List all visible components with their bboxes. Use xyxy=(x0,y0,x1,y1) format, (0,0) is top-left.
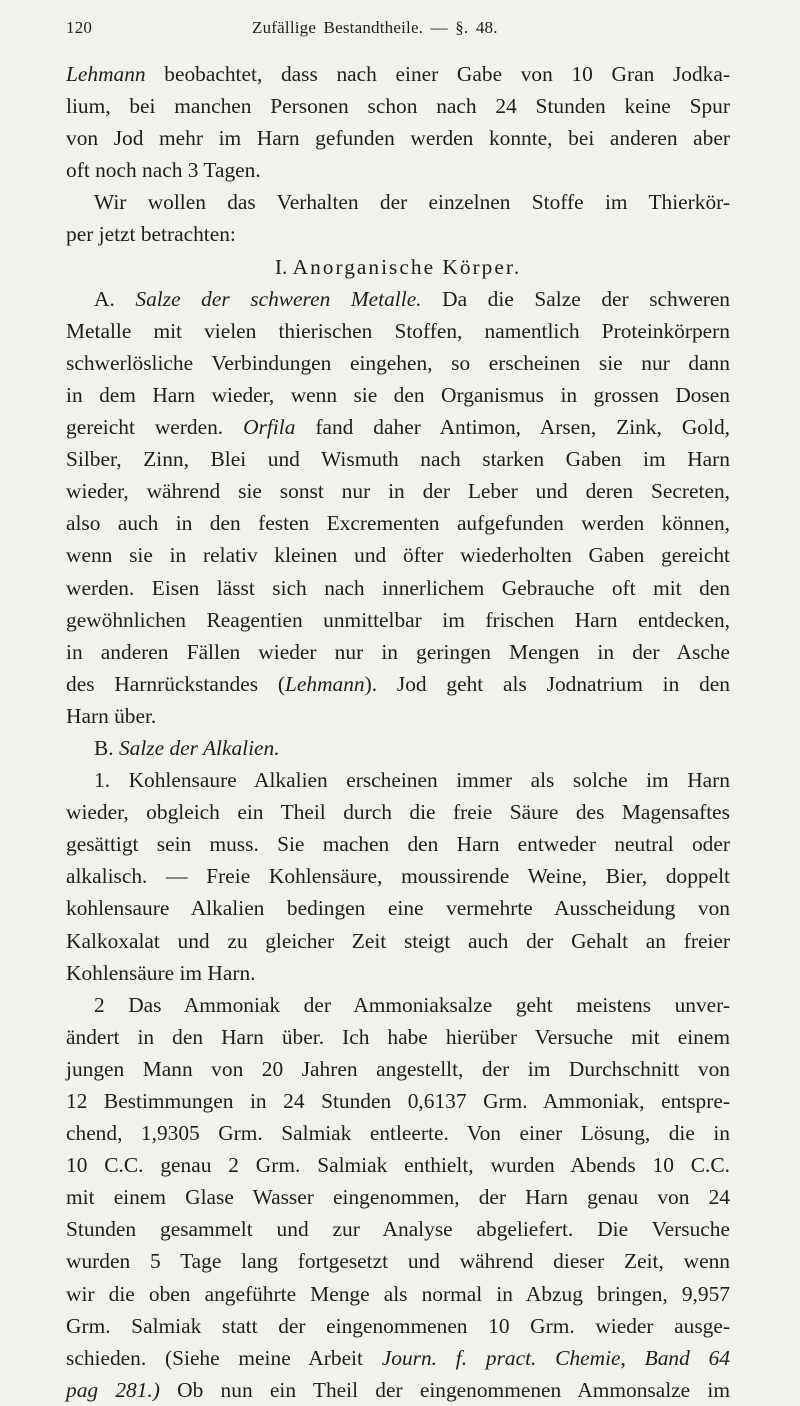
text-line xyxy=(66,1181,730,1213)
text-segment: Anorganische Körper. xyxy=(292,254,522,279)
text-segment: B. xyxy=(94,735,119,760)
text-line xyxy=(66,1342,730,1374)
text-segment: 2 Das Ammoniak der Ammoniaksalze geht meistens unver- xyxy=(94,992,730,1017)
italic-text: Orfila xyxy=(243,415,296,440)
text-segment: schieden. (Siehe meine Arbeit xyxy=(66,1345,382,1370)
text-line xyxy=(66,732,730,764)
text-line xyxy=(66,443,730,475)
text-segment: von Jod mehr im Harn gefunden werden konnte, bei anderen aber xyxy=(66,126,730,151)
text-segment: I. xyxy=(274,254,293,279)
text-line xyxy=(66,1310,730,1342)
text-segment: wieder, während sie sonst nur in der Leber und deren Secreten, xyxy=(66,479,730,504)
text-line xyxy=(66,700,730,732)
text-segment: des Harnrückstandes ( xyxy=(66,671,285,696)
text-segment: gereicht werden. xyxy=(66,415,244,440)
text-line xyxy=(66,796,730,828)
text-line xyxy=(66,892,730,924)
text-line xyxy=(66,860,730,892)
text-segment: mit einem Glase Wasser eingenommen, der Harn genau von 24 xyxy=(66,1185,730,1210)
text-segment: wenn sie in relativ kleinen und öfter wiederholten Gaben gereicht xyxy=(66,543,730,568)
text-line xyxy=(66,1117,730,1149)
text-segment: Da die Salze der schweren xyxy=(421,286,731,311)
text-line xyxy=(66,539,730,571)
text-line xyxy=(66,989,730,1021)
text-line xyxy=(66,925,730,957)
body-text xyxy=(66,58,730,1406)
text-segment: Kohlensäure im Harn. xyxy=(66,960,256,985)
text-segment: oft noch nach 3 Tagen. xyxy=(66,158,261,183)
text-line xyxy=(66,636,730,668)
text-line xyxy=(66,828,730,860)
text-line xyxy=(66,1021,730,1053)
text-line xyxy=(66,283,730,315)
text-segment: wieder, obgleich ein Theil durch die freie Säure des Magensaftes xyxy=(66,800,730,825)
text-line xyxy=(66,957,730,989)
text-line xyxy=(66,122,730,154)
text-segment: in anderen Fällen wieder nur in geringen Mengen in der Asche xyxy=(66,639,730,664)
text-line xyxy=(66,1245,730,1277)
page-number: 120 xyxy=(66,18,93,37)
text-segment: chend, 1,9305 Grm. Salmiak entleerte. Von einer Lösung, die in xyxy=(66,1121,730,1146)
text-segment: fand daher Antimon, Arsen, Zink, Gold, xyxy=(295,415,730,440)
text-segment: ändert in den Harn über. Ich habe hierüber Versuche mit einem xyxy=(66,1024,730,1049)
text-line xyxy=(66,764,730,796)
italic-text: Salze der schweren Metalle. xyxy=(135,286,422,311)
text-segment: A. xyxy=(94,286,136,311)
text-line xyxy=(66,315,730,347)
italic-text: Lehmann xyxy=(66,62,146,86)
text-segment: gesättigt sein muss. Sie machen den Harn entweder neutral oder xyxy=(66,832,730,857)
running-title: Zufällige Bestandtheile. — §. 48. xyxy=(252,18,498,37)
text-segment: per jetzt betrachten: xyxy=(66,222,236,247)
text-line xyxy=(66,379,730,411)
text-line xyxy=(66,251,730,283)
text-line xyxy=(66,1374,730,1406)
text-line xyxy=(66,1053,730,1085)
text-segment: wurden 5 Tage lang fortgesetzt und während dieser Zeit, wenn xyxy=(66,1249,730,1274)
text-line xyxy=(66,1213,730,1245)
text-segment: schwerlösliche Verbindungen eingehen, so erscheinen sie nur dann xyxy=(66,350,730,375)
text-line xyxy=(66,1085,730,1117)
text-segment: Harn über. xyxy=(66,703,157,728)
text-segment: Grm. Salmiak statt der eingenommenen 10 Grm. wieder ausge- xyxy=(66,1313,730,1338)
text-segment: Stunden gesammelt und zur Analyse abgeliefert. Die Versuche xyxy=(66,1217,730,1242)
text-line xyxy=(66,1278,730,1310)
text-line xyxy=(66,58,730,90)
text-line xyxy=(66,411,730,443)
text-segment: lium, bei manchen Personen schon nach 24 Stunden keine Spur xyxy=(66,94,730,119)
text-line xyxy=(66,154,730,186)
text-segment: beobachtet, dass nach einer Gabe von 10 Gran Jodka- xyxy=(145,62,730,86)
text-segment: 10 C.C. genau 2 Grm. Salmiak enthielt, wurden Abends 10 C.C. xyxy=(66,1153,730,1178)
text-line xyxy=(66,90,730,122)
text-segment: alkalisch. — Freie Kohlensäure, moussirende Weine, Bier, doppelt xyxy=(66,864,730,889)
text-segment: ). Jod geht als Jodnatrium in den xyxy=(364,671,730,696)
text-segment: Metalle mit vielen thierischen Stoffen, namentlich Proteinkörpern xyxy=(66,318,730,343)
text-segment: gewöhnlichen Reagentien unmittelbar im frischen Harn entdecken, xyxy=(66,607,730,632)
italic-text: Salze der Alkalien. xyxy=(118,735,280,760)
text-segment: Wir wollen das Verhalten der einzelnen Stoffe im Thierkör- xyxy=(94,190,730,215)
text-segment: 1. Kohlensaure Alkalien erscheinen immer als solche im Harn xyxy=(94,768,730,793)
text-line xyxy=(66,604,730,636)
text-segment: also auch in den festen Excrementen aufgefunden werden können, xyxy=(66,511,730,536)
text-line xyxy=(66,668,730,700)
italic-text: pag 281.) xyxy=(66,1377,160,1402)
text-segment: in dem Harn wieder, wenn sie den Organismus in grossen Dosen xyxy=(66,382,730,407)
text-segment: Silber, Zinn, Blei und Wismuth nach starken Gaben im Harn xyxy=(66,447,730,472)
text-line xyxy=(66,572,730,604)
text-segment: Kalkoxalat und zu gleicher Zeit steigt auch der Gehalt an freier xyxy=(66,928,730,953)
text-segment: 12 Bestimmungen in 24 Stunden 0,6137 Grm. Ammoniak, entspre- xyxy=(66,1089,730,1113)
text-segment: wir die oben angeführte Menge als normal in Abzug bringen, 9,957 xyxy=(66,1281,730,1306)
italic-text: Journ. f. pract. Chemie, Band 64 xyxy=(381,1345,731,1370)
text-line xyxy=(66,507,730,539)
text-line xyxy=(66,1149,730,1181)
text-segment: kohlensaure Alkalien bedingen eine vermehrte Ausscheidung von xyxy=(66,896,730,921)
italic-text: Lehmann xyxy=(285,671,365,696)
text-segment: Ob nun ein Theil der eingenommenen Ammonsalze im xyxy=(159,1377,730,1402)
running-header xyxy=(66,18,730,48)
text-segment: werden. Eisen lässt sich nach innerlichem Gebrauche oft mit den xyxy=(66,575,730,600)
text-line xyxy=(66,218,730,250)
text-segment: jungen Mann von 20 Jahren angestellt, der im Durchschnitt von xyxy=(66,1056,730,1081)
text-line xyxy=(66,347,730,379)
text-line xyxy=(66,186,730,218)
text-line xyxy=(66,475,730,507)
